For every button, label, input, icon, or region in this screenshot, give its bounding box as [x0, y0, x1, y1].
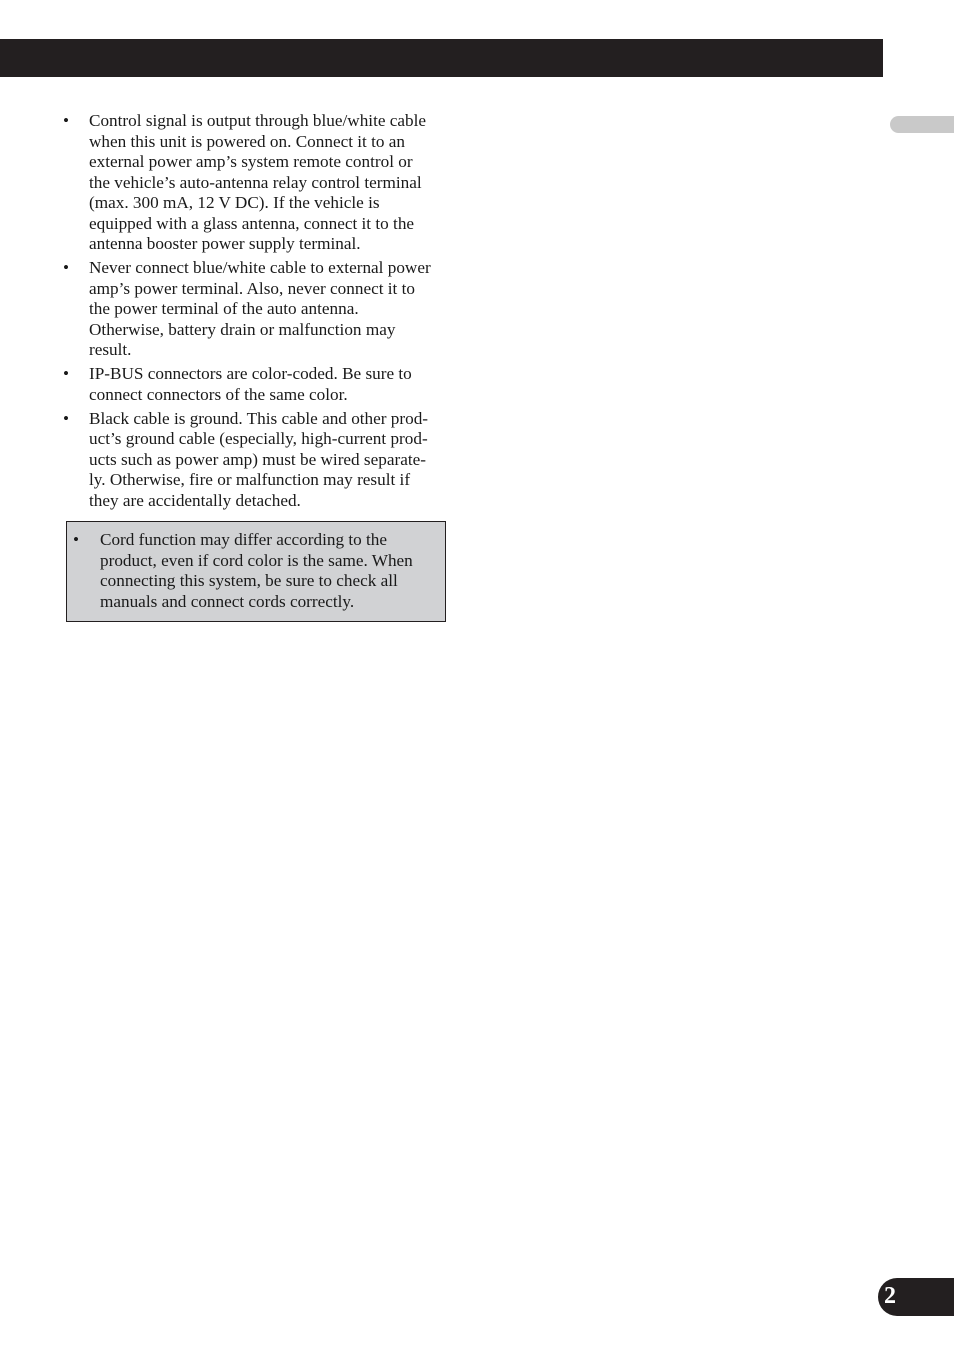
text-line: IP-BUS connectors are color-coded. Be sure to [89, 364, 412, 383]
bullet-marker: • [63, 364, 70, 383]
text-line: the vehicle’s auto-antenna relay control terminal [89, 172, 422, 192]
text-line: product, even if cord color is the same. When [100, 550, 413, 570]
bullet-list [63, 111, 455, 515]
text-line: connecting this system, be sure to check all [100, 571, 398, 590]
bullet-item [63, 111, 455, 255]
text-line: Control signal is output through blue/white cable [89, 111, 427, 130]
text-line: Otherwise, battery drain or malfunction may [89, 319, 396, 339]
text-line: result. [89, 340, 132, 359]
text-line: antenna booster power supply terminal. [89, 234, 361, 253]
header-bar [0, 39, 883, 77]
text-line: they are accidentally detached. [89, 490, 301, 510]
text-line: amp’s power terminal. Also, never connect it to [89, 278, 415, 298]
text-line: ly. Otherwise, fire or malfunction may result if [89, 470, 411, 489]
bullet-item [63, 409, 455, 512]
text-line: Never connect blue/white cable to external power [89, 258, 431, 277]
text-line: Cord function may differ according to the [100, 530, 388, 549]
section-tab [890, 116, 954, 133]
text-line: external power amp’s system remote control or [89, 152, 413, 171]
text-line: uct’s ground cable (especially, high-current prod- [89, 429, 428, 448]
page-number: 2 [884, 1283, 896, 1309]
bullet-marker: • [63, 258, 70, 277]
bullet-marker: • [63, 408, 70, 428]
text-line: (max. 300 mA, 12 V DC). If the vehicle is [89, 193, 380, 212]
text-line: Black cable is ground. This cable and other prod- [89, 408, 429, 428]
bullet-item [63, 258, 455, 361]
text-line: the power terminal of the auto antenna. [89, 299, 359, 318]
bullet-item [63, 364, 455, 405]
note-item [73, 530, 413, 612]
text-line: when this unit is powered on. Connect it to an [89, 131, 406, 151]
text-line: ucts such as power amp) must be wired separate- [89, 449, 426, 469]
bullet-marker: • [73, 530, 80, 549]
text-line: connect connectors of the same color. [89, 384, 348, 404]
text-line: manuals and connect cords correctly. [100, 591, 355, 611]
note-box [66, 521, 446, 622]
bullet-marker: • [63, 111, 70, 130]
text-line: equipped with a glass antenna, connect it to the [89, 213, 415, 233]
